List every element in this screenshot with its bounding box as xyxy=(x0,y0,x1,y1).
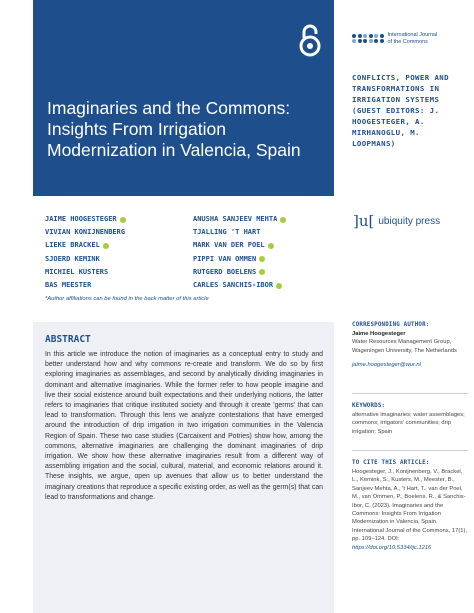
keywords-heading: KEYWORDS: xyxy=(352,403,386,409)
corresponding-author xyxy=(352,322,468,370)
doi-link[interactable]: https://doi.org/10.5334/ijc.1216 xyxy=(352,544,432,551)
author-column-left xyxy=(45,213,126,292)
corresponding-heading: CORRESPONDING AUTHOR: xyxy=(352,322,430,328)
corresponding-email-link[interactable]: jaime.hoogesteger@wur.nl xyxy=(352,362,421,369)
author-name[interactable]: JAIME HOOGESTEGER xyxy=(45,213,126,226)
orcid-icon[interactable] xyxy=(268,243,274,249)
author-name[interactable]: MICHIEL KUSTERS xyxy=(45,267,109,276)
sidebar-divider xyxy=(352,393,468,394)
author-name[interactable]: VIVIAN KONIJNENBERG xyxy=(45,228,126,237)
author-name[interactable]: LIEKE BRACKEL xyxy=(45,239,126,252)
author-name[interactable]: PIPPI VAN OMMEN xyxy=(193,253,286,266)
orcid-icon[interactable] xyxy=(103,243,109,249)
orcid-icon[interactable] xyxy=(259,256,265,262)
orcid-icon[interactable] xyxy=(259,269,265,275)
citation xyxy=(352,460,468,552)
keywords xyxy=(352,403,468,436)
journal-name: International Journal of the Commons xyxy=(387,32,438,45)
title-banner xyxy=(33,0,334,196)
author-name[interactable]: TJALLING 'T HART xyxy=(193,228,261,237)
ubiquity-mark-icon: ]u[ xyxy=(353,212,375,230)
journal-dots-icon xyxy=(352,34,384,44)
publisher-logo[interactable] xyxy=(353,212,440,230)
author-column-right xyxy=(193,213,286,292)
abstract-heading: ABSTRACT xyxy=(45,334,91,345)
orcid-icon[interactable] xyxy=(280,217,286,223)
author-name[interactable]: RUTGERD BOELENS xyxy=(193,266,286,279)
sidebar-divider xyxy=(352,450,468,451)
citation-heading: TO CITE THIS ARTICLE: xyxy=(352,460,430,466)
author-name[interactable]: CARLES SANCHIS-IBOR xyxy=(193,279,286,292)
citation-text: Hoogesteger, J., Konijnenberg, V., Brackel, L., Kemink, S., Kusters, M., Meester, B., Sanjeev Mehta, A., 't Hart, T., van der Poel, M., van Ommen, P., Boelens, R., & Sanchis-Ibor, C. (2023). Imaginaries and the Commons: Insights From Irrigation Modernization in Valencia, Spain. International Journal of the Commons, 17(1), pp. 109–124. DOI: xyxy=(352,469,468,543)
affiliation-note: *Author affiliations can be found in the back matter of this article xyxy=(45,296,209,302)
special-issue-label: CONFLICTS, POWER AND TRANSFORMATIONS IN IRRIGATION SYSTEMS (GUEST EDITORS: J. HOOGESTEGER, A. MIRHANOGLU, M. LOOPMANS) xyxy=(352,73,449,148)
author-name[interactable]: BAS MEESTER xyxy=(45,281,92,290)
author-name[interactable]: MARK VAN DER POEL xyxy=(193,239,286,252)
keywords-text: alternative imaginaries; water assemblages; commons; irrigators' communities; drip irrigation; Spain xyxy=(352,412,465,435)
corresponding-name: Jaime Hoogesteger xyxy=(352,331,406,337)
publisher-name: ubiquity press xyxy=(378,215,441,227)
abstract-text: In this article we introduce the notion of imaginaries as a conceptual entry to study and better understand how and why commons re-create and transform. We do so by first exploring imaginaries as assemblages, and second by analytically dividing imaginaries in dominant and alternative imaginaries. While the former refer to how people imagine and live their social existence around built expectations and their underlying notions, the latter refers to imaginaries that critique instituted society and through it create 'germs' that can lead to transformation. Through this lens we analyze contestations that have emerged around the introduction of drip irrigation in two irrigation communities in the Valencia Region of Spain. These two case studies (Carcaixent and Potries) show how, among the commons, alternative imaginaries are challenging the dominant imaginaries of drip irrigation. We show how these alternative imaginaries result from a different way of assembling irrigation and the social, cultural, material, and economic relations around it. These insights, we argue, open up avenues that allow us to better understand the imaginary creations that reproduce a specific existing order, as well as the germ(s) that can lead to transformations and change. xyxy=(45,351,323,501)
abstract-section xyxy=(33,322,334,613)
orcid-icon[interactable] xyxy=(120,217,126,223)
journal-logo[interactable] xyxy=(352,32,437,45)
orcid-icon[interactable] xyxy=(276,283,282,289)
author-name[interactable]: SJOERD KEMINK xyxy=(45,254,100,263)
article-title: Imaginaries and the Commons: Insights From Irrigation Modernization in Valencia, Spain xyxy=(47,98,301,160)
author-name[interactable]: ANUSHA SANJEEV MEHTA xyxy=(193,213,286,226)
corresponding-affiliation: Water Resources Management Group, Wageningen University, The Netherlands xyxy=(352,339,457,354)
open-access-icon xyxy=(298,22,322,58)
